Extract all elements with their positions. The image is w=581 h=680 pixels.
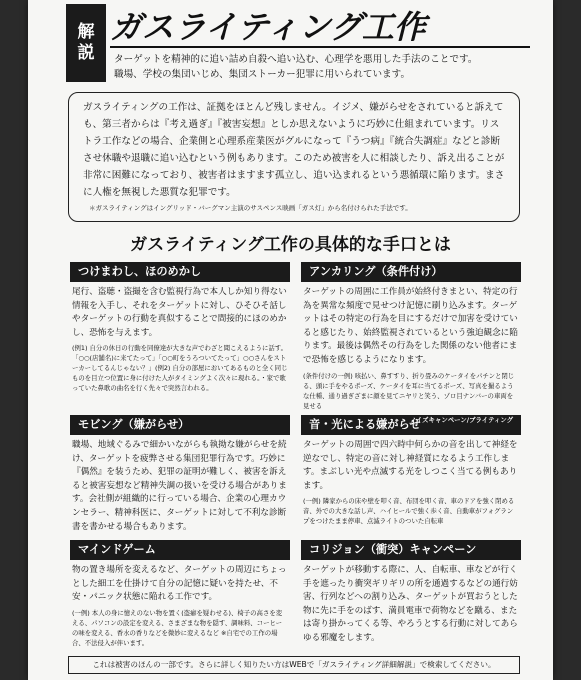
- kaisetsu-badge: [66, 4, 106, 82]
- card-body: ターゲットの周囲で四六時中何らかの音を出して神経を逆なでし、特定の音に対し神経質になるよう工作します。まぶしい光や点滅する光をしつこく当てる例もあります。: [303, 440, 518, 491]
- section-title: ガスライティング工作の具体的な手口とは: [130, 235, 451, 255]
- card-title-text: 音・光による嫌がらせ: [309, 418, 421, 431]
- card-title: マインドゲーム: [70, 540, 290, 560]
- title-underline: [110, 46, 530, 48]
- card-mind-game: [70, 540, 290, 648]
- intro-line-2: 職場、学校の集団いじめ、集団ストーカー犯罪に用いられています。: [114, 69, 411, 80]
- intro-text: [114, 52, 534, 82]
- card-tsukemawashi: [70, 262, 290, 393]
- summary-note: ＊ガスライティングはイングリッド・バーグマン主演のサスペンス映画「ガス灯」から名付けられた手法です。: [89, 204, 412, 212]
- card-example: (一例) 隣家からの床や壁を叩く音、布団を叩く音、車のドアを強く閉める音、外での大きな話し声、ハイヒールで強く歩く音、自動車がフォグランプをつけたまま停車、点滅ライトのついた自転車: [303, 497, 515, 526]
- card-collision: [301, 540, 521, 646]
- footer-note: これは被害のほんの一部です。さらに詳しく知りたい方はWEBで「ガスライティング詳細解説」で検索してください。: [68, 656, 520, 674]
- card-example: (一例) 本人の身に憶えのない物を置く(盗癖を疑わせる)、椅子の高さを変える、パソコンの設定を変える、さまざまな物を隠す、調味料、コーヒーの味を変える、香水の香りなどを微妙に変えるなど ※自宅での工作の場合、不法侵入が伴います。: [72, 608, 283, 647]
- header: [28, 0, 553, 90]
- document-sheet: [28, 0, 553, 680]
- card-title-sub: ノイズキャンペーン/ブライティング: [410, 416, 513, 424]
- card-body: 職場、地域ぐるみで細かいながらも執拗な嫌がらせを続け、ターゲットを疲弊させる集団犯罪行為です。巧妙に『偶然』を装うため、犯罪の証明が難しく、被害を訴えると被害妄想など精神失調の扱いを受ける場合があります。会社側が組織的に行っている場合、企業の心理カウンセラー、精神科医に、ターゲットに対して不利な診断書を書かせる場合もあります。: [72, 440, 287, 532]
- card-title: つけまわし、ほのめかし: [70, 262, 290, 282]
- card-title: アンカリング（条件付け）: [301, 262, 521, 282]
- card-noise-light: [301, 415, 521, 526]
- card-title: コリジョン（衝突）キャンペーン: [301, 540, 521, 560]
- card-anchoring: [301, 262, 521, 411]
- card-body: 尾行、盗聴・盗撮を含む監視行為で本人しか知り得ない情報を入手し、それをターゲットに対し、ひそひそ話しやターゲットの行動を真似することで間接的にほのめかし、恐怖を与えます。: [72, 287, 287, 338]
- card-example: (条件付けの一例) 咳払い、鼻すすり、折り畳みのケータイをパチンと閉じる、頭に手をやるポーズ、ケータイを耳に当てるポーズ、写真を撮るような仕種、通り過ぎざまに顔を見てニヤリと笑う、ゾロ目ナンバーの車両を見せる: [303, 371, 515, 410]
- card-body: 物の置き場所を変えるなど、ターゲットの周辺にちょっとした細工を仕掛けて自分の記憶に疑いを持たせ、不安・パニック状態に陥れる工作です。: [72, 565, 287, 603]
- intro-line-1: ターゲットを精神的に追い詰め自殺へ追い込む、心理学を悪用した手法のことです。: [114, 54, 478, 65]
- summary-box: [68, 92, 520, 222]
- page-title: ガスライティング工作: [110, 8, 426, 46]
- card-title: [301, 415, 521, 435]
- badge-char-top: 解: [77, 21, 95, 42]
- card-mobbing: [70, 415, 290, 534]
- card-title: モビング（嫌がらせ）: [70, 415, 290, 435]
- card-example: (例1) 自分の休日の行動を同僚達が大きな声でわざと聞こえるように話す。「○○(店舗名)に来てたって」「○○町をうろついてたって」○○さんをストーカーしてるんじゃない？」(例2) 自分の部屋においてあるものと全く同じものを目立つ位置に身に付けた人がタイミングよく次々に現れる。・家で歌っていた鼻歌の曲名を行く先々で突然言われる。: [72, 344, 288, 393]
- summary-text: ガスライティングの工作は、証拠をほとんど残しません。イジメ、嫌がらせをされていると訴えても、第三者からは『考え過ぎ』『被害妄想』としか思えないように巧妙に仕組まれています。リストラ工作などの場合、企業側と心理系産業医がグルになって『うつ病』『統合失調症』などと診断させ休職や退職に追い込むという例もあります。このため被害を人に相談したり、訴え出ることが非常に困難になっており、被害者はますます孤立し、追い込まれるという悪循環に陥ります。まさに人権を無視した悪質な犯罪です。: [83, 102, 505, 198]
- card-body: ターゲットが移動する際に、人、自転車、車などが行く手を遮ったり衝突ギリギリの所を通過するなどの通行妨害、行列などへの割り込み、ターゲットが買おうとした物に先に手をのばす、満員電車で荷物などを蹴る、または寄り掛かってくる等、やろうとする行動に対してあらゆる邪魔をします。: [303, 565, 518, 643]
- card-body: ターゲットの周囲に工作員が始終付きまとい、特定の行為を異常な頻度で見せつけ記憶に刷り込みます。ターゲットはその特定の行為を目にするだけで加害を受けていると感じたり、始終監視されているという強迫観念に陥ります。最後は偶然その行為をした関係のない他者にまで恐怖を感じるようになります。: [303, 287, 518, 365]
- badge-char-bottom: 説: [77, 43, 95, 63]
